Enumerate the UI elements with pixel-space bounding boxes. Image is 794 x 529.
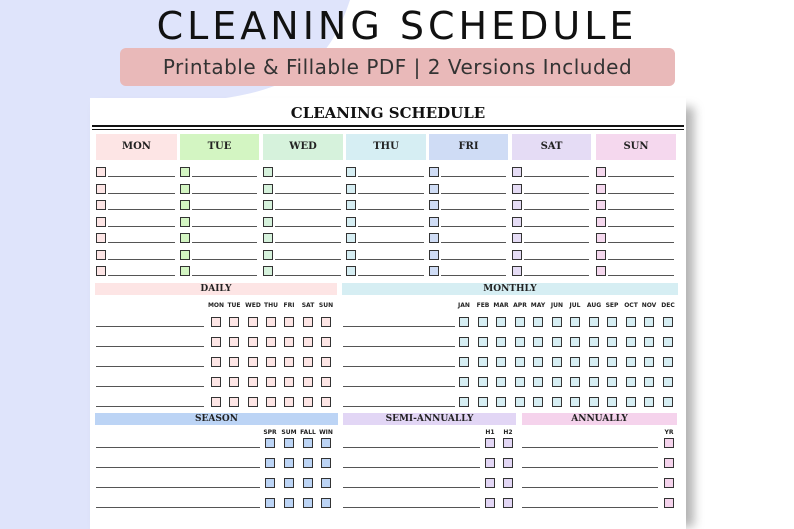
season-checkbox[interactable] bbox=[265, 498, 275, 508]
daily-checkbox[interactable] bbox=[229, 397, 239, 407]
semi-annual-checkbox[interactable] bbox=[485, 438, 495, 448]
daily-checkbox[interactable] bbox=[211, 317, 221, 327]
monthly-col-label: DEC bbox=[661, 302, 675, 309]
write-line bbox=[524, 275, 589, 276]
write-line bbox=[608, 209, 674, 210]
write-line bbox=[275, 259, 341, 260]
monthly-checkbox[interactable] bbox=[478, 357, 488, 367]
monthly-task-line bbox=[343, 326, 455, 327]
daily-checkbox[interactable] bbox=[321, 317, 331, 327]
write-line bbox=[608, 176, 674, 177]
write-line bbox=[608, 242, 674, 243]
monthly-checkbox[interactable] bbox=[663, 337, 673, 347]
season-task-line bbox=[96, 467, 260, 468]
monthly-header: MONTHLY bbox=[342, 283, 678, 295]
write-line bbox=[441, 259, 506, 260]
monthly-checkbox[interactable] bbox=[570, 397, 580, 407]
weekly-checkbox-sun[interactable] bbox=[596, 217, 606, 227]
daily-col-label: WED bbox=[245, 302, 261, 309]
monthly-checkbox[interactable] bbox=[607, 337, 617, 347]
monthly-checkbox[interactable] bbox=[552, 317, 562, 327]
monthly-checkbox[interactable] bbox=[478, 317, 488, 327]
daily-checkbox[interactable] bbox=[248, 377, 258, 387]
weekly-checkbox-tue[interactable] bbox=[180, 250, 190, 260]
daily-checkbox[interactable] bbox=[229, 377, 239, 387]
daily-task-line bbox=[96, 406, 204, 407]
write-line bbox=[358, 242, 424, 243]
season-checkbox[interactable] bbox=[321, 438, 331, 448]
write-line bbox=[441, 275, 506, 276]
monthly-task-line bbox=[343, 406, 455, 407]
weekly-checkbox-fri[interactable] bbox=[429, 233, 439, 243]
write-line bbox=[441, 226, 506, 227]
annual-checkbox[interactable] bbox=[664, 438, 674, 448]
daily-header: DAILY bbox=[95, 283, 337, 295]
semi-col-label: H1 bbox=[485, 429, 495, 436]
daily-checkbox[interactable] bbox=[211, 397, 221, 407]
season-checkbox[interactable] bbox=[303, 478, 313, 488]
daily-checkbox[interactable] bbox=[321, 397, 331, 407]
monthly-col-label: MAY bbox=[530, 302, 546, 309]
write-line bbox=[192, 176, 257, 177]
monthly-col-label: JAN bbox=[458, 302, 470, 309]
write-line bbox=[358, 176, 424, 177]
daily-task-line bbox=[96, 326, 204, 327]
season-checkbox[interactable] bbox=[321, 498, 331, 508]
write-line bbox=[192, 259, 257, 260]
daily-col-label: TUE bbox=[227, 302, 241, 309]
weekly-checkbox-sun[interactable] bbox=[596, 200, 606, 210]
season-col-label: WIN bbox=[319, 429, 333, 436]
monthly-checkbox[interactable] bbox=[552, 337, 562, 347]
write-line bbox=[275, 275, 341, 276]
season-checkbox[interactable] bbox=[265, 478, 275, 488]
daily-checkbox[interactable] bbox=[284, 357, 294, 367]
weekly-checkbox-sat[interactable] bbox=[512, 167, 522, 177]
title-rule bbox=[92, 129, 684, 130]
weekly-checkbox-tue[interactable] bbox=[180, 167, 190, 177]
daily-checkbox[interactable] bbox=[229, 337, 239, 347]
weekly-checkbox-tue[interactable] bbox=[180, 217, 190, 227]
monthly-col-label: FEB bbox=[476, 302, 490, 309]
title-rule bbox=[92, 125, 684, 127]
weekly-checkbox-fri[interactable] bbox=[429, 250, 439, 260]
weekly-checkbox-sun[interactable] bbox=[596, 167, 606, 177]
annual-task-line bbox=[522, 487, 658, 488]
season-checkbox[interactable] bbox=[284, 478, 294, 488]
write-line bbox=[192, 226, 257, 227]
monthly-checkbox[interactable] bbox=[552, 397, 562, 407]
weekly-checkbox-thu[interactable] bbox=[346, 167, 356, 177]
monthly-checkbox[interactable] bbox=[589, 397, 599, 407]
write-line bbox=[275, 209, 341, 210]
monthly-checkbox[interactable] bbox=[496, 377, 506, 387]
write-line bbox=[608, 259, 674, 260]
season-col-label: SUM bbox=[281, 429, 297, 436]
semi-annual-checkbox[interactable] bbox=[503, 458, 513, 468]
write-line bbox=[108, 193, 175, 194]
monthly-checkbox[interactable] bbox=[644, 377, 654, 387]
semi-col-label: H2 bbox=[503, 429, 513, 436]
daily-checkbox[interactable] bbox=[303, 397, 313, 407]
weekly-checkbox-sat[interactable] bbox=[512, 217, 522, 227]
monthly-checkbox[interactable] bbox=[515, 377, 525, 387]
write-line bbox=[275, 193, 341, 194]
weekly-checkbox-sun[interactable] bbox=[596, 233, 606, 243]
write-line bbox=[358, 193, 424, 194]
season-checkbox[interactable] bbox=[265, 458, 275, 468]
monthly-checkbox[interactable] bbox=[607, 397, 617, 407]
annual-task-line bbox=[522, 507, 658, 508]
write-line bbox=[524, 209, 589, 210]
daily-checkbox[interactable] bbox=[303, 357, 313, 367]
semi-annual-checkbox[interactable] bbox=[503, 478, 513, 488]
weekly-checkbox-mon[interactable] bbox=[96, 200, 106, 210]
write-line bbox=[524, 226, 589, 227]
day-header-sun: SUN bbox=[596, 134, 676, 160]
weekly-checkbox-mon[interactable] bbox=[96, 217, 106, 227]
weekly-checkbox-thu[interactable] bbox=[346, 266, 356, 276]
monthly-checkbox[interactable] bbox=[570, 357, 580, 367]
semi-annual-checkbox[interactable] bbox=[485, 478, 495, 488]
monthly-checkbox[interactable] bbox=[570, 337, 580, 347]
write-line bbox=[441, 209, 506, 210]
daily-col-label: FRI bbox=[283, 302, 295, 309]
semi-task-line bbox=[343, 447, 480, 448]
annual-col-label: YR bbox=[664, 429, 674, 436]
season-checkbox[interactable] bbox=[321, 458, 331, 468]
monthly-checkbox[interactable] bbox=[552, 357, 562, 367]
write-line bbox=[524, 176, 589, 177]
monthly-checkbox[interactable] bbox=[626, 317, 636, 327]
monthly-checkbox[interactable] bbox=[478, 397, 488, 407]
monthly-checkbox[interactable] bbox=[459, 397, 469, 407]
write-line bbox=[192, 209, 257, 210]
weekly-checkbox-wed[interactable] bbox=[263, 200, 273, 210]
monthly-checkbox[interactable] bbox=[626, 337, 636, 347]
monthly-checkbox[interactable] bbox=[663, 317, 673, 327]
write-line bbox=[275, 226, 341, 227]
write-line bbox=[441, 242, 506, 243]
write-line bbox=[524, 242, 589, 243]
write-line bbox=[358, 209, 424, 210]
weekly-checkbox-fri[interactable] bbox=[429, 167, 439, 177]
monthly-checkbox[interactable] bbox=[644, 357, 654, 367]
day-header-thu: THU bbox=[346, 134, 426, 160]
monthly-checkbox[interactable] bbox=[626, 397, 636, 407]
write-line bbox=[108, 209, 175, 210]
season-task-line bbox=[96, 447, 260, 448]
monthly-checkbox[interactable] bbox=[663, 397, 673, 407]
daily-task-line bbox=[96, 386, 204, 387]
weekly-checkbox-mon[interactable] bbox=[96, 167, 106, 177]
weekly-checkbox-thu[interactable] bbox=[346, 217, 356, 227]
season-checkbox[interactable] bbox=[303, 458, 313, 468]
write-line bbox=[108, 275, 175, 276]
monthly-checkbox[interactable] bbox=[515, 337, 525, 347]
monthly-checkbox[interactable] bbox=[459, 377, 469, 387]
season-checkbox[interactable] bbox=[303, 498, 313, 508]
daily-checkbox[interactable] bbox=[211, 357, 221, 367]
daily-checkbox[interactable] bbox=[229, 357, 239, 367]
monthly-col-label: SEP bbox=[605, 302, 619, 309]
weekly-checkbox-thu[interactable] bbox=[346, 184, 356, 194]
weekly-checkbox-sat[interactable] bbox=[512, 250, 522, 260]
monthly-checkbox[interactable] bbox=[626, 377, 636, 387]
banner-title: CLEANING SCHEDULE bbox=[156, 4, 638, 48]
semi-task-line bbox=[343, 487, 480, 488]
season-task-line bbox=[96, 487, 260, 488]
monthly-checkbox[interactable] bbox=[478, 377, 488, 387]
season-checkbox[interactable] bbox=[321, 478, 331, 488]
write-line bbox=[275, 176, 341, 177]
daily-checkbox[interactable] bbox=[211, 377, 221, 387]
weekly-checkbox-fri[interactable] bbox=[429, 184, 439, 194]
monthly-col-label: OCT bbox=[624, 302, 638, 309]
write-line bbox=[108, 176, 175, 177]
semi-annually-header: SEMI-ANNUALLY bbox=[343, 413, 516, 425]
season-task-line bbox=[96, 507, 260, 508]
write-line bbox=[524, 259, 589, 260]
annual-checkbox[interactable] bbox=[664, 498, 674, 508]
monthly-checkbox[interactable] bbox=[570, 377, 580, 387]
season-checkbox[interactable] bbox=[284, 438, 294, 448]
monthly-checkbox[interactable] bbox=[570, 317, 580, 327]
daily-checkbox[interactable] bbox=[303, 337, 313, 347]
daily-checkbox[interactable] bbox=[211, 337, 221, 347]
weekly-checkbox-mon[interactable] bbox=[96, 266, 106, 276]
daily-checkbox[interactable] bbox=[303, 377, 313, 387]
write-line bbox=[358, 259, 424, 260]
monthly-col-label: JUN bbox=[550, 302, 564, 309]
weekly-checkbox-sat[interactable] bbox=[512, 184, 522, 194]
monthly-checkbox[interactable] bbox=[644, 397, 654, 407]
monthly-col-label: AUG bbox=[586, 302, 602, 309]
weekly-checkbox-wed[interactable] bbox=[263, 266, 273, 276]
monthly-checkbox[interactable] bbox=[552, 377, 562, 387]
daily-checkbox[interactable] bbox=[321, 357, 331, 367]
annual-task-line bbox=[522, 467, 658, 468]
season-checkbox[interactable] bbox=[284, 458, 294, 468]
day-header-wed: WED bbox=[263, 134, 343, 160]
write-line bbox=[441, 193, 506, 194]
write-line bbox=[192, 193, 257, 194]
semi-annual-checkbox[interactable] bbox=[503, 498, 513, 508]
daily-col-label: SAT bbox=[301, 302, 315, 309]
write-line bbox=[275, 242, 341, 243]
daily-checkbox[interactable] bbox=[266, 317, 276, 327]
monthly-checkbox[interactable] bbox=[478, 337, 488, 347]
monthly-checkbox[interactable] bbox=[589, 317, 599, 327]
monthly-checkbox[interactable] bbox=[663, 377, 673, 387]
weekly-checkbox-thu[interactable] bbox=[346, 200, 356, 210]
semi-annual-checkbox[interactable] bbox=[503, 438, 513, 448]
daily-checkbox[interactable] bbox=[321, 377, 331, 387]
banner-subtitle: Printable & Fillable PDF | 2 Versions Included bbox=[120, 48, 675, 86]
monthly-checkbox[interactable] bbox=[459, 357, 469, 367]
daily-task-line bbox=[96, 346, 204, 347]
daily-checkbox[interactable] bbox=[266, 397, 276, 407]
weekly-checkbox-mon[interactable] bbox=[96, 233, 106, 243]
daily-checkbox[interactable] bbox=[321, 337, 331, 347]
weekly-checkbox-thu[interactable] bbox=[346, 250, 356, 260]
monthly-checkbox[interactable] bbox=[607, 357, 617, 367]
monthly-checkbox[interactable] bbox=[589, 357, 599, 367]
write-line bbox=[608, 275, 674, 276]
weekly-checkbox-tue[interactable] bbox=[180, 184, 190, 194]
sheet-title: CLEANING SCHEDULE bbox=[290, 104, 486, 122]
monthly-checkbox[interactable] bbox=[496, 397, 506, 407]
monthly-checkbox[interactable] bbox=[496, 337, 506, 347]
daily-checkbox[interactable] bbox=[303, 317, 313, 327]
write-line bbox=[608, 226, 674, 227]
monthly-col-label: JUL bbox=[569, 302, 581, 309]
write-line bbox=[108, 242, 175, 243]
write-line bbox=[358, 275, 424, 276]
season-col-label: FALL bbox=[300, 429, 316, 436]
weekly-checkbox-sat[interactable] bbox=[512, 266, 522, 276]
weekly-checkbox-wed[interactable] bbox=[263, 184, 273, 194]
daily-col-label: THU bbox=[264, 302, 278, 309]
write-line bbox=[108, 259, 175, 260]
weekly-checkbox-sun[interactable] bbox=[596, 266, 606, 276]
weekly-checkbox-fri[interactable] bbox=[429, 200, 439, 210]
annual-checkbox[interactable] bbox=[664, 478, 674, 488]
season-col-label: SPR bbox=[263, 429, 277, 436]
monthly-checkbox[interactable] bbox=[533, 337, 543, 347]
weekly-checkbox-wed[interactable] bbox=[263, 167, 273, 177]
semi-annual-checkbox[interactable] bbox=[485, 458, 495, 468]
monthly-checkbox[interactable] bbox=[589, 337, 599, 347]
monthly-checkbox[interactable] bbox=[607, 377, 617, 387]
annual-task-line bbox=[522, 447, 658, 448]
monthly-checkbox[interactable] bbox=[644, 317, 654, 327]
monthly-task-line bbox=[343, 366, 455, 367]
daily-checkbox[interactable] bbox=[248, 337, 258, 347]
daily-checkbox[interactable] bbox=[248, 357, 258, 367]
weekly-checkbox-tue[interactable] bbox=[180, 200, 190, 210]
weekly-checkbox-sat[interactable] bbox=[512, 200, 522, 210]
monthly-checkbox[interactable] bbox=[515, 357, 525, 367]
weekly-checkbox-fri[interactable] bbox=[429, 217, 439, 227]
weekly-checkbox-fri[interactable] bbox=[429, 266, 439, 276]
write-line bbox=[192, 275, 257, 276]
monthly-checkbox[interactable] bbox=[663, 357, 673, 367]
monthly-checkbox[interactable] bbox=[644, 337, 654, 347]
schedule-sheet bbox=[90, 98, 686, 529]
monthly-col-label: MAR bbox=[493, 302, 509, 309]
weekly-checkbox-wed[interactable] bbox=[263, 233, 273, 243]
monthly-checkbox[interactable] bbox=[496, 317, 506, 327]
write-line bbox=[524, 193, 589, 194]
weekly-checkbox-thu[interactable] bbox=[346, 233, 356, 243]
weekly-checkbox-sat[interactable] bbox=[512, 233, 522, 243]
weekly-checkbox-sun[interactable] bbox=[596, 184, 606, 194]
semi-annual-checkbox[interactable] bbox=[485, 498, 495, 508]
daily-checkbox[interactable] bbox=[284, 377, 294, 387]
daily-checkbox[interactable] bbox=[266, 357, 276, 367]
daily-checkbox[interactable] bbox=[266, 337, 276, 347]
weekly-checkbox-mon[interactable] bbox=[96, 184, 106, 194]
weekly-checkbox-wed[interactable] bbox=[263, 217, 273, 227]
daily-checkbox[interactable] bbox=[229, 317, 239, 327]
monthly-checkbox[interactable] bbox=[515, 397, 525, 407]
monthly-checkbox[interactable] bbox=[459, 337, 469, 347]
season-header: SEASON bbox=[95, 413, 338, 425]
write-line bbox=[108, 226, 175, 227]
monthly-checkbox[interactable] bbox=[533, 357, 543, 367]
day-header-fri: FRI bbox=[429, 134, 508, 160]
monthly-col-label: NOV bbox=[641, 302, 657, 309]
daily-task-line bbox=[96, 366, 204, 367]
weekly-checkbox-mon[interactable] bbox=[96, 250, 106, 260]
weekly-checkbox-tue[interactable] bbox=[180, 233, 190, 243]
monthly-checkbox[interactable] bbox=[533, 397, 543, 407]
monthly-checkbox[interactable] bbox=[533, 317, 543, 327]
monthly-checkbox[interactable] bbox=[607, 317, 617, 327]
day-header-mon: MON bbox=[96, 134, 177, 160]
daily-checkbox[interactable] bbox=[284, 337, 294, 347]
season-checkbox[interactable] bbox=[265, 438, 275, 448]
write-line bbox=[192, 242, 257, 243]
monthly-checkbox[interactable] bbox=[626, 357, 636, 367]
daily-col-label: SUN bbox=[318, 302, 334, 309]
season-checkbox[interactable] bbox=[303, 438, 313, 448]
day-header-tue: TUE bbox=[180, 134, 259, 160]
monthly-task-line bbox=[343, 386, 455, 387]
monthly-checkbox[interactable] bbox=[515, 317, 525, 327]
daily-checkbox[interactable] bbox=[284, 317, 294, 327]
annual-checkbox[interactable] bbox=[664, 458, 674, 468]
monthly-task-line bbox=[343, 346, 455, 347]
monthly-checkbox[interactable] bbox=[496, 357, 506, 367]
weekly-checkbox-tue[interactable] bbox=[180, 266, 190, 276]
write-line bbox=[358, 226, 424, 227]
season-checkbox[interactable] bbox=[284, 498, 294, 508]
weekly-checkbox-wed[interactable] bbox=[263, 250, 273, 260]
weekly-checkbox-sun[interactable] bbox=[596, 250, 606, 260]
daily-checkbox[interactable] bbox=[248, 397, 258, 407]
semi-task-line bbox=[343, 467, 480, 468]
annually-header: ANNUALLY bbox=[522, 413, 677, 425]
monthly-col-label: APR bbox=[513, 302, 527, 309]
day-header-sat: SAT bbox=[512, 134, 591, 160]
monthly-checkbox[interactable] bbox=[459, 317, 469, 327]
daily-col-label: MON bbox=[207, 302, 225, 309]
monthly-checkbox[interactable] bbox=[589, 377, 599, 387]
daily-checkbox[interactable] bbox=[284, 397, 294, 407]
monthly-checkbox[interactable] bbox=[533, 377, 543, 387]
daily-checkbox[interactable] bbox=[266, 377, 276, 387]
semi-task-line bbox=[343, 507, 480, 508]
write-line bbox=[608, 193, 674, 194]
daily-checkbox[interactable] bbox=[248, 317, 258, 327]
write-line bbox=[441, 176, 506, 177]
